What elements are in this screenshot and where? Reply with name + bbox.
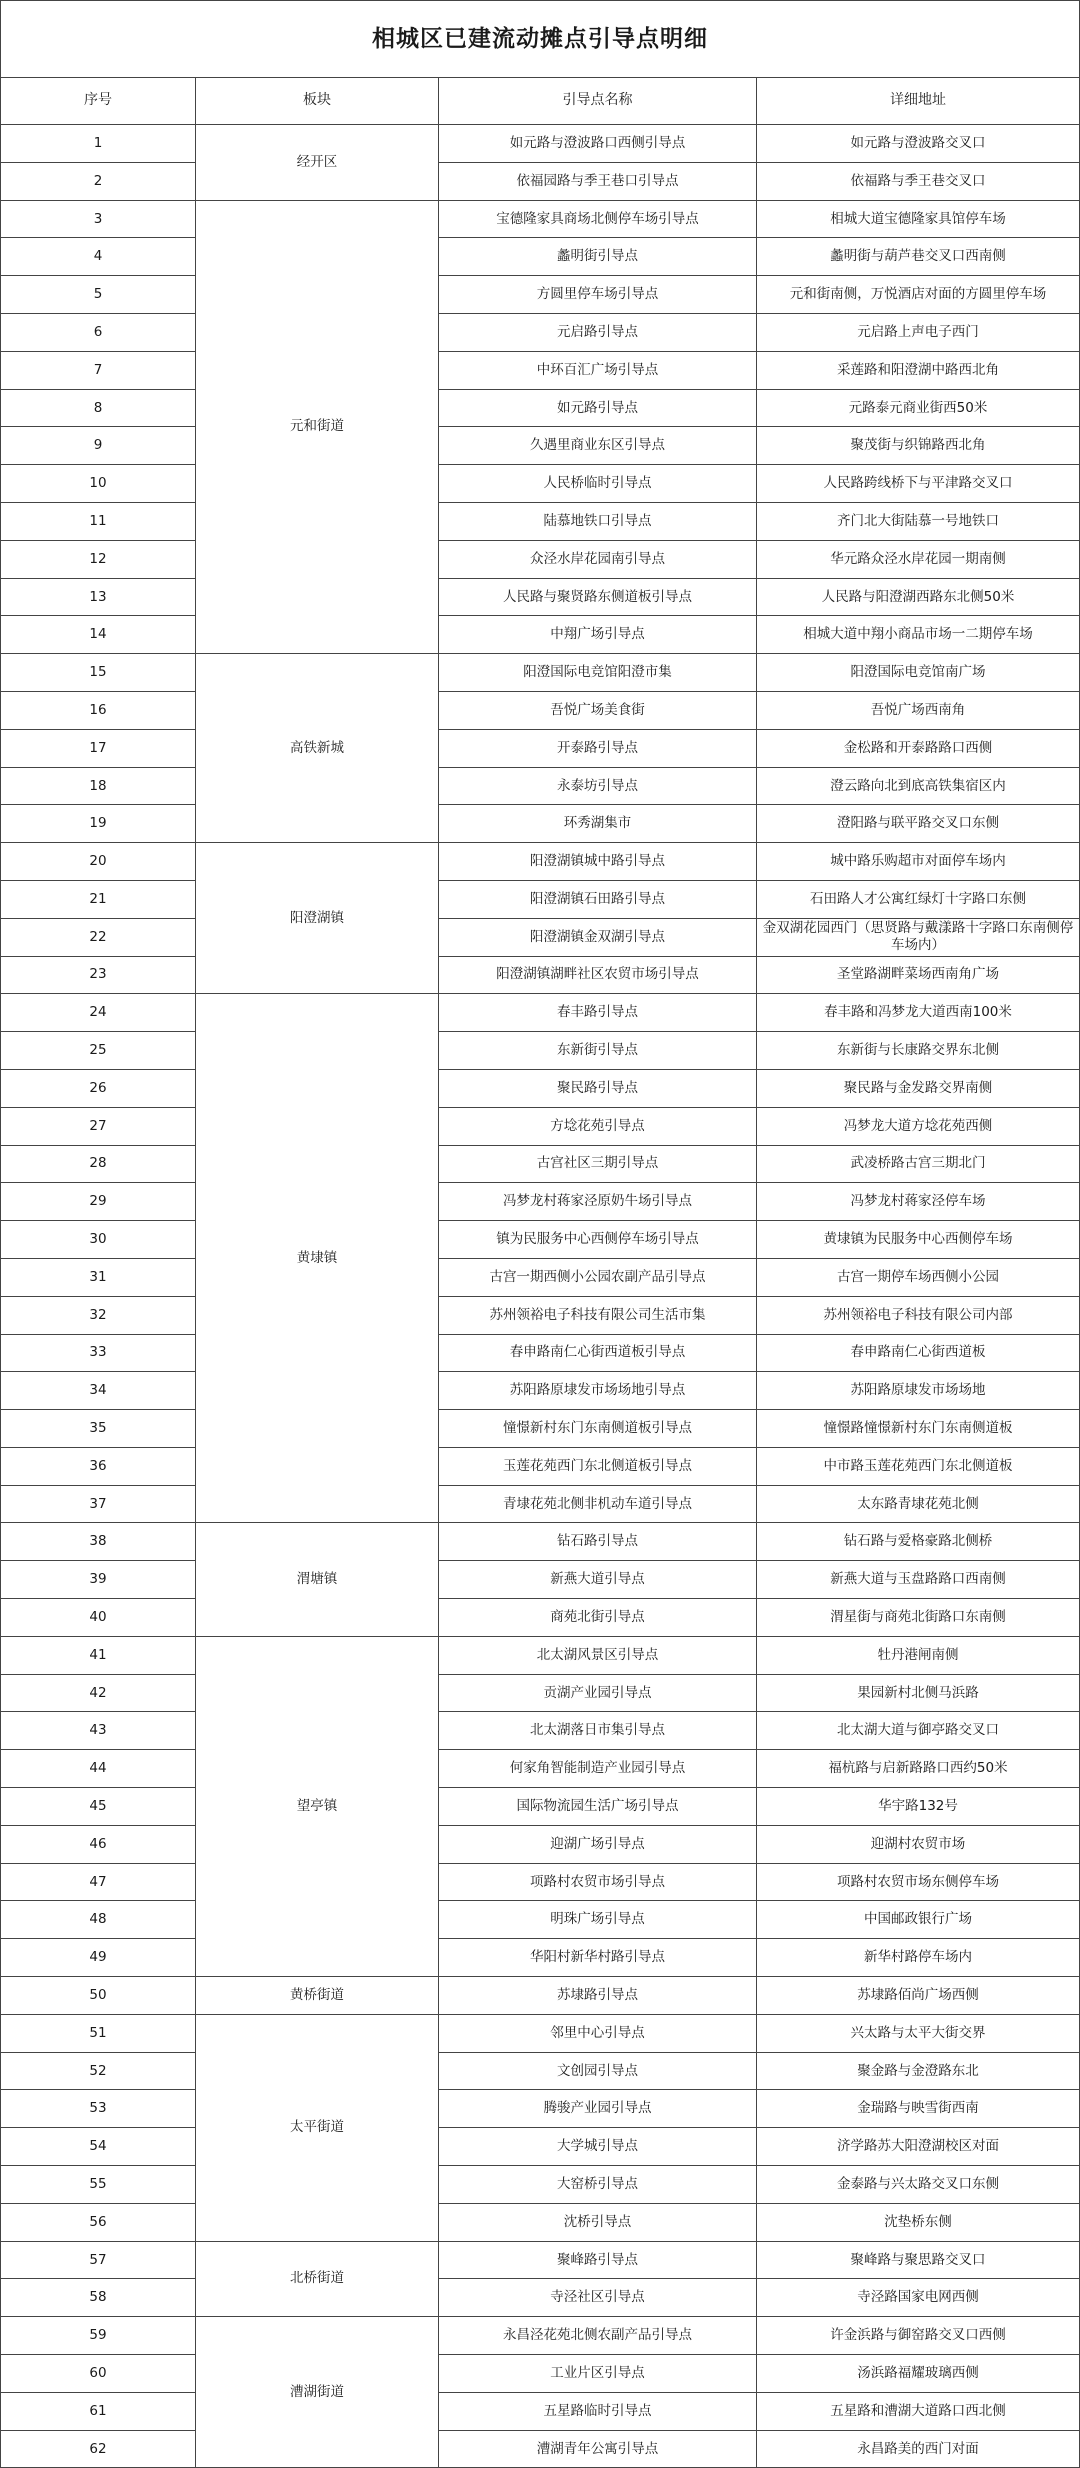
point-name-cell: 阳澄国际电竞馆阳澄市集 bbox=[439, 654, 757, 692]
table-row bbox=[1, 276, 1080, 314]
seq-cell: 4 bbox=[1, 238, 196, 276]
table-row bbox=[1, 1334, 1080, 1372]
address-cell: 冯梦龙大道方埝花苑西侧 bbox=[757, 1107, 1080, 1145]
table-row bbox=[1, 1863, 1080, 1901]
seq-cell: 51 bbox=[1, 2014, 196, 2052]
table-row bbox=[1, 1258, 1080, 1296]
point-name-cell: 聚民路引导点 bbox=[439, 1069, 757, 1107]
seq-cell: 55 bbox=[1, 2166, 196, 2204]
table-row bbox=[1, 691, 1080, 729]
seq-cell: 3 bbox=[1, 200, 196, 238]
point-name-cell: 苏埭路引导点 bbox=[439, 1977, 757, 2015]
table-row bbox=[1, 1183, 1080, 1221]
district-cell: 渭塘镇 bbox=[196, 1523, 439, 1636]
point-name-cell: 华阳村新华村路引导点 bbox=[439, 1939, 757, 1977]
point-name-cell: 春申路南仁心街西道板引导点 bbox=[439, 1334, 757, 1372]
address-cell: 许金浜路与御窑路交叉口西侧 bbox=[757, 2317, 1080, 2355]
point-name-cell: 阳澄湖镇金双湖引导点 bbox=[439, 918, 757, 956]
address-cell: 古宫一期停车场西侧小公园 bbox=[757, 1258, 1080, 1296]
point-name-cell: 镇为民服务中心西侧停车场引导点 bbox=[439, 1221, 757, 1259]
address-cell: 中市路玉莲花苑西门东北侧道板 bbox=[757, 1447, 1080, 1485]
address-cell: 相城大道宝德隆家具馆停车场 bbox=[757, 200, 1080, 238]
seq-cell: 43 bbox=[1, 1712, 196, 1750]
address-cell: 太东路青埭花苑北侧 bbox=[757, 1485, 1080, 1523]
table-row bbox=[1, 1636, 1080, 1674]
table-row bbox=[1, 1901, 1080, 1939]
seq-cell: 41 bbox=[1, 1636, 196, 1674]
table-row bbox=[1, 2279, 1080, 2317]
seq-cell: 59 bbox=[1, 2317, 196, 2355]
point-name-cell: 方圆里停车场引导点 bbox=[439, 276, 757, 314]
address-cell: 憧憬路憧憬新村东门东南侧道板 bbox=[757, 1410, 1080, 1448]
table-row bbox=[1, 1221, 1080, 1259]
point-name-cell: 迎湖广场引导点 bbox=[439, 1825, 757, 1863]
table-row bbox=[1, 465, 1080, 503]
point-name-cell: 五星路临时引导点 bbox=[439, 2392, 757, 2430]
table-body bbox=[1, 125, 1080, 2468]
seq-cell: 57 bbox=[1, 2241, 196, 2279]
seq-cell: 17 bbox=[1, 729, 196, 767]
seq-cell: 42 bbox=[1, 1674, 196, 1712]
address-cell: 依福路与季王巷交叉口 bbox=[757, 162, 1080, 200]
point-name-cell: 中环百汇广场引导点 bbox=[439, 351, 757, 389]
seq-cell: 31 bbox=[1, 1258, 196, 1296]
table-row bbox=[1, 2166, 1080, 2204]
address-cell: 东新街与长康路交界东北侧 bbox=[757, 1032, 1080, 1070]
seq-cell: 58 bbox=[1, 2279, 196, 2317]
point-name-cell: 环秀湖集市 bbox=[439, 805, 757, 843]
address-cell: 兴太路与太平大街交界 bbox=[757, 2014, 1080, 2052]
seq-cell: 12 bbox=[1, 540, 196, 578]
address-cell: 牡丹港闸南侧 bbox=[757, 1636, 1080, 1674]
point-name-cell: 项路村农贸市场引导点 bbox=[439, 1863, 757, 1901]
point-name-cell: 寺泾社区引导点 bbox=[439, 2279, 757, 2317]
seq-cell: 50 bbox=[1, 1977, 196, 2015]
point-name-cell: 漕湖青年公寓引导点 bbox=[439, 2430, 757, 2468]
seq-cell: 28 bbox=[1, 1145, 196, 1183]
address-cell: 项路村农贸市场东侧停车场 bbox=[757, 1863, 1080, 1901]
seq-cell: 48 bbox=[1, 1901, 196, 1939]
table-row bbox=[1, 1069, 1080, 1107]
table-row bbox=[1, 1523, 1080, 1561]
point-name-cell: 憧憬新村东门东南侧道板引导点 bbox=[439, 1410, 757, 1448]
address-cell: 金瑞路与映雪街西南 bbox=[757, 2090, 1080, 2128]
address-cell: 新燕大道与玉盘路路口西南侧 bbox=[757, 1561, 1080, 1599]
table-row bbox=[1, 918, 1080, 956]
address-cell: 圣堂路湖畔菜场西南角广场 bbox=[757, 956, 1080, 994]
point-name-cell: 方埝花苑引导点 bbox=[439, 1107, 757, 1145]
seq-cell: 29 bbox=[1, 1183, 196, 1221]
address-cell: 汤浜路福耀玻璃西侧 bbox=[757, 2355, 1080, 2393]
table-row bbox=[1, 616, 1080, 654]
point-name-cell: 沈桥引导点 bbox=[439, 2203, 757, 2241]
table-row bbox=[1, 956, 1080, 994]
seq-cell: 33 bbox=[1, 1334, 196, 1372]
seq-cell: 2 bbox=[1, 162, 196, 200]
address-cell: 苏埭路佰尚广场西侧 bbox=[757, 1977, 1080, 2015]
seq-cell: 24 bbox=[1, 994, 196, 1032]
table-row bbox=[1, 389, 1080, 427]
address-cell: 春丰路和冯梦龙大道西南100米 bbox=[757, 994, 1080, 1032]
address-cell: 冯梦龙村蒋家泾停车场 bbox=[757, 1183, 1080, 1221]
table-row bbox=[1, 767, 1080, 805]
seq-cell: 36 bbox=[1, 1447, 196, 1485]
point-name-cell: 苏州领裕电子科技有限公司生活市集 bbox=[439, 1296, 757, 1334]
seq-cell: 11 bbox=[1, 502, 196, 540]
seq-cell: 10 bbox=[1, 465, 196, 503]
address-cell: 相城大道中翔小商品市场一二期停车场 bbox=[757, 616, 1080, 654]
seq-cell: 23 bbox=[1, 956, 196, 994]
table-row bbox=[1, 994, 1080, 1032]
seq-cell: 60 bbox=[1, 2355, 196, 2393]
table-row bbox=[1, 578, 1080, 616]
address-cell: 中国邮政银行广场 bbox=[757, 1901, 1080, 1939]
point-name-cell: 冯梦龙村蒋家泾原奶牛场引导点 bbox=[439, 1183, 757, 1221]
address-cell: 寺泾路国家电网西侧 bbox=[757, 2279, 1080, 2317]
point-name-cell: 明珠广场引导点 bbox=[439, 1901, 757, 1939]
table-row bbox=[1, 502, 1080, 540]
point-name-cell: 如元路与澄波路口西侧引导点 bbox=[439, 125, 757, 163]
table-row bbox=[1, 1939, 1080, 1977]
seq-cell: 40 bbox=[1, 1599, 196, 1637]
point-name-cell: 人民桥临时引导点 bbox=[439, 465, 757, 503]
address-cell: 黄埭镇为民服务中心西侧停车场 bbox=[757, 1221, 1080, 1259]
seq-cell: 35 bbox=[1, 1410, 196, 1448]
point-name-cell: 宝德隆家具商场北侧停车场引导点 bbox=[439, 200, 757, 238]
address-cell: 苏州领裕电子科技有限公司内部 bbox=[757, 1296, 1080, 1334]
point-name-cell: 人民路与聚贤路东侧道板引导点 bbox=[439, 578, 757, 616]
district-cell: 高铁新城 bbox=[196, 654, 439, 843]
point-name-cell: 聚峰路引导点 bbox=[439, 2241, 757, 2279]
table-row bbox=[1, 313, 1080, 351]
seq-cell: 46 bbox=[1, 1825, 196, 1863]
header-row bbox=[1, 78, 1080, 125]
seq-cell: 26 bbox=[1, 1069, 196, 1107]
district-cell: 阳澄湖镇 bbox=[196, 843, 439, 994]
seq-cell: 18 bbox=[1, 767, 196, 805]
address-cell: 蠡明街与葫芦巷交叉口西南侧 bbox=[757, 238, 1080, 276]
point-name-cell: 中翔广场引导点 bbox=[439, 616, 757, 654]
point-name-cell: 依福园路与季王巷口引导点 bbox=[439, 162, 757, 200]
table-row bbox=[1, 238, 1080, 276]
table-row bbox=[1, 1788, 1080, 1826]
point-name-cell: 东新街引导点 bbox=[439, 1032, 757, 1070]
table-row bbox=[1, 1712, 1080, 1750]
seq-cell: 61 bbox=[1, 2392, 196, 2430]
point-name-cell: 元启路引导点 bbox=[439, 313, 757, 351]
address-cell: 钻石路与爱格豪路北侧桥 bbox=[757, 1523, 1080, 1561]
address-cell: 五星路和漕湖大道路口西北侧 bbox=[757, 2392, 1080, 2430]
point-name-cell: 北太湖风景区引导点 bbox=[439, 1636, 757, 1674]
table-row bbox=[1, 805, 1080, 843]
seq-cell: 25 bbox=[1, 1032, 196, 1070]
address-cell: 金泰路与兴太路交叉口东侧 bbox=[757, 2166, 1080, 2204]
point-name-cell: 久遇里商业东区引导点 bbox=[439, 427, 757, 465]
seq-cell: 44 bbox=[1, 1750, 196, 1788]
table-row bbox=[1, 1410, 1080, 1448]
point-name-cell: 国际物流园生活广场引导点 bbox=[439, 1788, 757, 1826]
point-name-cell: 永泰坊引导点 bbox=[439, 767, 757, 805]
address-cell: 永昌路美的西门对面 bbox=[757, 2430, 1080, 2468]
seq-cell: 34 bbox=[1, 1372, 196, 1410]
table-row bbox=[1, 1485, 1080, 1523]
table-row bbox=[1, 125, 1080, 163]
table-row bbox=[1, 2430, 1080, 2468]
address-cell: 华宇路132号 bbox=[757, 1788, 1080, 1826]
point-name-cell: 北太湖落日市集引导点 bbox=[439, 1712, 757, 1750]
table-row bbox=[1, 2317, 1080, 2355]
point-name-cell: 春丰路引导点 bbox=[439, 994, 757, 1032]
point-name-cell: 文创园引导点 bbox=[439, 2052, 757, 2090]
address-cell: 阳澄国际电竞馆南广场 bbox=[757, 654, 1080, 692]
point-name-cell: 腾骏产业园引导点 bbox=[439, 2090, 757, 2128]
address-cell: 金双湖花园西门（思贤路与戴漾路十字路口东南侧停车场内） bbox=[757, 918, 1080, 956]
table-row bbox=[1, 162, 1080, 200]
seq-cell: 37 bbox=[1, 1485, 196, 1523]
seq-cell: 8 bbox=[1, 389, 196, 427]
point-name-cell: 青埭花苑北侧非机动车道引导点 bbox=[439, 1485, 757, 1523]
table-row bbox=[1, 1447, 1080, 1485]
seq-cell: 1 bbox=[1, 125, 196, 163]
address-cell: 苏阳路原埭发市场场地 bbox=[757, 1372, 1080, 1410]
point-name-cell: 古宫一期西侧小公园农副产品引导点 bbox=[439, 1258, 757, 1296]
table-row bbox=[1, 1032, 1080, 1070]
table-row bbox=[1, 1145, 1080, 1183]
address-cell: 元路泰元商业街西50米 bbox=[757, 389, 1080, 427]
address-cell: 沈垫桥东侧 bbox=[757, 2203, 1080, 2241]
district-cell: 太平街道 bbox=[196, 2014, 439, 2241]
table-row bbox=[1, 1977, 1080, 2015]
point-name-cell: 大窑桥引导点 bbox=[439, 2166, 757, 2204]
address-cell: 澄云路向北到底高铁集宿区内 bbox=[757, 767, 1080, 805]
table-row bbox=[1, 2128, 1080, 2166]
address-cell: 渭星街与商苑北街路口东南侧 bbox=[757, 1599, 1080, 1637]
table-row bbox=[1, 654, 1080, 692]
point-name-cell: 大学城引导点 bbox=[439, 2128, 757, 2166]
district-cell: 望亭镇 bbox=[196, 1636, 439, 1976]
seq-cell: 19 bbox=[1, 805, 196, 843]
address-cell: 聚民路与金发路交界南侧 bbox=[757, 1069, 1080, 1107]
address-cell: 福杭路与启新路路口西约50米 bbox=[757, 1750, 1080, 1788]
header-address: 详细地址 bbox=[757, 78, 1080, 125]
point-name-cell: 永昌泾花苑北侧农副产品引导点 bbox=[439, 2317, 757, 2355]
table-row bbox=[1, 427, 1080, 465]
point-name-cell: 新燕大道引导点 bbox=[439, 1561, 757, 1599]
header-point-name: 引导点名称 bbox=[439, 78, 757, 125]
table-row bbox=[1, 540, 1080, 578]
table-row bbox=[1, 1107, 1080, 1145]
header-district: 板块 bbox=[196, 78, 439, 125]
seq-cell: 14 bbox=[1, 616, 196, 654]
seq-cell: 16 bbox=[1, 691, 196, 729]
table-row bbox=[1, 729, 1080, 767]
district-cell: 北桥街道 bbox=[196, 2241, 439, 2317]
table-row bbox=[1, 1750, 1080, 1788]
point-name-cell: 开泰路引导点 bbox=[439, 729, 757, 767]
table-row bbox=[1, 1296, 1080, 1334]
table-row bbox=[1, 2241, 1080, 2279]
table-row bbox=[1, 351, 1080, 389]
table-row bbox=[1, 2203, 1080, 2241]
table-row bbox=[1, 2014, 1080, 2052]
seq-cell: 56 bbox=[1, 2203, 196, 2241]
point-name-cell: 贡湖产业园引导点 bbox=[439, 1674, 757, 1712]
point-name-cell: 阳澄湖镇城中路引导点 bbox=[439, 843, 757, 881]
point-name-cell: 钻石路引导点 bbox=[439, 1523, 757, 1561]
seq-cell: 15 bbox=[1, 654, 196, 692]
point-name-cell: 苏阳路原埭发市场场地引导点 bbox=[439, 1372, 757, 1410]
table-row bbox=[1, 1372, 1080, 1410]
table-row bbox=[1, 880, 1080, 918]
address-cell: 元启路上声电子西门 bbox=[757, 313, 1080, 351]
address-cell: 武凌桥路古宫三期北门 bbox=[757, 1145, 1080, 1183]
table-row bbox=[1, 1825, 1080, 1863]
address-cell: 金松路和开泰路路口西侧 bbox=[757, 729, 1080, 767]
point-name-cell: 工业片区引导点 bbox=[439, 2355, 757, 2393]
point-name-cell: 商苑北街引导点 bbox=[439, 1599, 757, 1637]
address-cell: 春申路南仁心街西道板 bbox=[757, 1334, 1080, 1372]
address-cell: 吾悦广场西南角 bbox=[757, 691, 1080, 729]
point-name-cell: 邻里中心引导点 bbox=[439, 2014, 757, 2052]
table-row bbox=[1, 2355, 1080, 2393]
point-name-cell: 阳澄湖镇石田路引导点 bbox=[439, 880, 757, 918]
address-cell: 新华村路停车场内 bbox=[757, 1939, 1080, 1977]
address-cell: 北太湖大道与御亭路交叉口 bbox=[757, 1712, 1080, 1750]
address-cell: 聚茂街与织锦路西北角 bbox=[757, 427, 1080, 465]
point-name-cell: 古宫社区三期引导点 bbox=[439, 1145, 757, 1183]
address-cell: 迎湖村农贸市场 bbox=[757, 1825, 1080, 1863]
address-cell: 澄阳路与联平路交叉口东侧 bbox=[757, 805, 1080, 843]
address-cell: 石田路人才公寓红绿灯十字路口东侧 bbox=[757, 880, 1080, 918]
seq-cell: 53 bbox=[1, 2090, 196, 2128]
address-cell: 人民路跨线桥下与平津路交叉口 bbox=[757, 465, 1080, 503]
address-cell: 齐门北大街陆慕一号地铁口 bbox=[757, 502, 1080, 540]
point-name-cell: 吾悦广场美食街 bbox=[439, 691, 757, 729]
table-row bbox=[1, 2090, 1080, 2128]
header-seq: 序号 bbox=[1, 78, 196, 125]
seq-cell: 52 bbox=[1, 2052, 196, 2090]
address-cell: 采莲路和阳澄湖中路西北角 bbox=[757, 351, 1080, 389]
seq-cell: 7 bbox=[1, 351, 196, 389]
point-name-cell: 众泾水岸花园南引导点 bbox=[439, 540, 757, 578]
seq-cell: 13 bbox=[1, 578, 196, 616]
table-row bbox=[1, 843, 1080, 881]
seq-cell: 39 bbox=[1, 1561, 196, 1599]
point-name-cell: 陆慕地铁口引导点 bbox=[439, 502, 757, 540]
seq-cell: 9 bbox=[1, 427, 196, 465]
point-name-cell: 如元路引导点 bbox=[439, 389, 757, 427]
address-cell: 聚金路与金澄路东北 bbox=[757, 2052, 1080, 2090]
address-cell: 果园新村北侧马浜路 bbox=[757, 1674, 1080, 1712]
seq-cell: 27 bbox=[1, 1107, 196, 1145]
seq-cell: 30 bbox=[1, 1221, 196, 1259]
seq-cell: 5 bbox=[1, 276, 196, 314]
district-cell: 元和街道 bbox=[196, 200, 439, 654]
point-name-cell: 何家角智能制造产业园引导点 bbox=[439, 1750, 757, 1788]
seq-cell: 47 bbox=[1, 1863, 196, 1901]
seq-cell: 62 bbox=[1, 2430, 196, 2468]
table-row bbox=[1, 1561, 1080, 1599]
seq-cell: 6 bbox=[1, 313, 196, 351]
district-cell: 黄埭镇 bbox=[196, 994, 439, 1523]
seq-cell: 22 bbox=[1, 918, 196, 956]
address-cell: 济学路苏大阳澄湖校区对面 bbox=[757, 2128, 1080, 2166]
seq-cell: 32 bbox=[1, 1296, 196, 1334]
table-row bbox=[1, 2392, 1080, 2430]
table-row bbox=[1, 200, 1080, 238]
table-row bbox=[1, 1674, 1080, 1712]
seq-cell: 38 bbox=[1, 1523, 196, 1561]
seq-cell: 49 bbox=[1, 1939, 196, 1977]
address-cell: 人民路与阳澄湖西路东北侧50米 bbox=[757, 578, 1080, 616]
point-name-cell: 阳澄湖镇湖畔社区农贸市场引导点 bbox=[439, 956, 757, 994]
seq-cell: 54 bbox=[1, 2128, 196, 2166]
district-cell: 黄桥街道 bbox=[196, 1977, 439, 2015]
page-title: 相城区已建流动摊点引导点明细 bbox=[1, 1, 1080, 78]
point-name-cell: 蠡明街引导点 bbox=[439, 238, 757, 276]
district-cell: 经开区 bbox=[196, 125, 439, 201]
address-cell: 聚峰路与聚思路交叉口 bbox=[757, 2241, 1080, 2279]
seq-cell: 21 bbox=[1, 880, 196, 918]
table-row bbox=[1, 2052, 1080, 2090]
address-cell: 元和街南侧，万悦酒店对面的方圆里停车场 bbox=[757, 276, 1080, 314]
point-name-cell: 玉莲花苑西门东北侧道板引导点 bbox=[439, 1447, 757, 1485]
address-cell: 如元路与澄波路交叉口 bbox=[757, 125, 1080, 163]
seq-cell: 20 bbox=[1, 843, 196, 881]
address-cell: 华元路众泾水岸花园一期南侧 bbox=[757, 540, 1080, 578]
table-row bbox=[1, 1599, 1080, 1637]
district-cell: 漕湖街道 bbox=[196, 2317, 439, 2468]
address-cell: 城中路乐购超市对面停车场内 bbox=[757, 843, 1080, 881]
seq-cell: 45 bbox=[1, 1788, 196, 1826]
